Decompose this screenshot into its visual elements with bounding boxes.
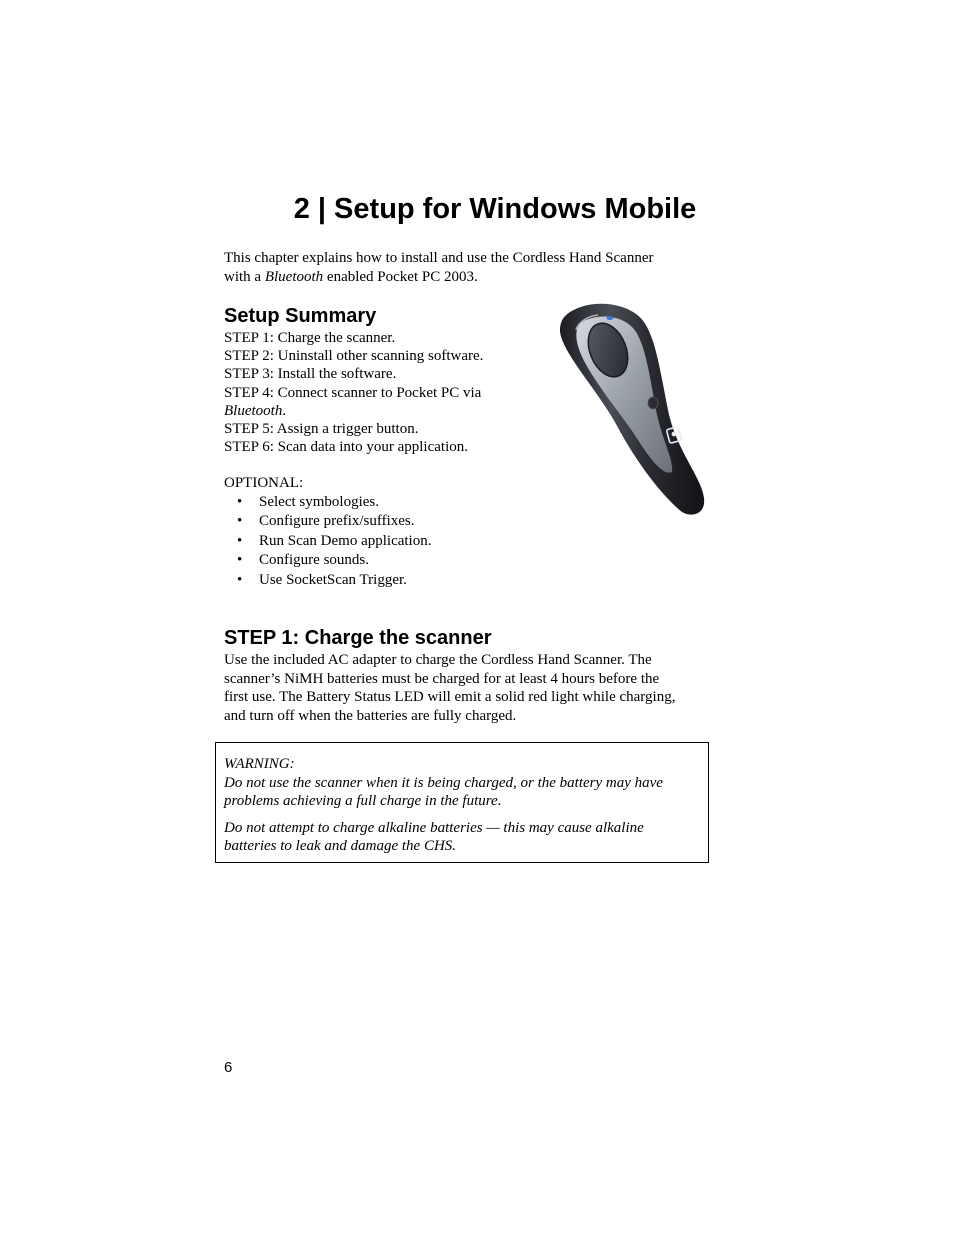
list-item: [224, 552, 431, 571]
bullet: •: [237, 494, 243, 510]
list-item: [224, 533, 431, 552]
setup-summary-heading: Setup Summary: [224, 305, 377, 327]
optional-list: [224, 494, 431, 591]
warning-box: [215, 742, 709, 863]
list-item-text: Use SocketScan Trigger.: [259, 571, 407, 588]
intro-text: with a: [224, 268, 265, 285]
optional-label: OPTIONAL:: [224, 475, 304, 491]
step-line: STEP 6: Scan data into your application.: [224, 439, 468, 456]
list-item: [224, 494, 431, 513]
bullet: •: [237, 552, 243, 569]
warning-line: Do not use the scanner when it is being charged, or the battery may have: [224, 774, 663, 791]
warning-line: problems achieving a full charge in the future.: [224, 793, 502, 809]
intro-bluetooth-italic: Bluetooth: [264, 268, 324, 285]
list-item-text: Configure prefix/suffixes.: [259, 513, 415, 530]
list-item: [224, 513, 431, 532]
page-number: 6: [224, 1059, 233, 1076]
step4-period: .: [282, 402, 287, 419]
step-line: STEP 1: Charge the scanner.: [224, 330, 396, 346]
intro-paragraph: [224, 249, 704, 286]
list-item-text: Select symbologies.: [259, 494, 379, 510]
step-line-continuation: [224, 402, 524, 420]
step-line: STEP 4: Connect scanner to Pocket PC via: [224, 384, 482, 401]
step-line: STEP 2: Uninstall other scanning software.: [224, 348, 484, 365]
warning-line: batteries to leak and damage the CHS.: [224, 838, 457, 854]
warning-label: WARNING:: [224, 756, 295, 772]
step-line: STEP 5: Assign a trigger button.: [224, 421, 419, 438]
chapter-title: 2 | Setup for Windows Mobile: [293, 193, 697, 225]
warning-line: Do not attempt to charge alkaline batteries — this may cause alkaline: [224, 819, 644, 836]
intro-line-2: [224, 268, 704, 287]
setup-steps: [224, 329, 524, 456]
bullet: •: [237, 513, 243, 530]
list-item-text: Configure sounds.: [259, 552, 369, 569]
cordless-hand-scanner-image: [552, 300, 712, 520]
step1-heading: STEP 1: Charge the scanner: [224, 627, 492, 649]
paragraph-line: scanner’s NiMH batteries must be charged for at least 4 hours before the: [224, 670, 660, 687]
bullet: •: [237, 532, 243, 549]
step4-bluetooth-italic: Bluetooth: [224, 402, 283, 419]
paragraph-line: and turn off when the batteries are fully charged.: [224, 707, 517, 724]
bullet: •: [237, 571, 243, 588]
intro-line-1: This chapter explains how to install and use the Cordless Hand Scanner: [224, 250, 654, 266]
step-line: STEP 3: Install the software.: [224, 366, 397, 383]
step1-paragraph: [224, 651, 704, 725]
paragraph-line: Use the included AC adapter to charge the Cordless Hand Scanner. The: [224, 652, 652, 668]
list-item-text: Run Scan Demo application.: [259, 532, 432, 549]
intro-text-end: enabled Pocket PC 2003.: [323, 268, 478, 285]
paragraph-line: first use. The Battery Status LED will emit a solid red light while charging,: [224, 689, 676, 705]
list-item: [224, 572, 431, 591]
